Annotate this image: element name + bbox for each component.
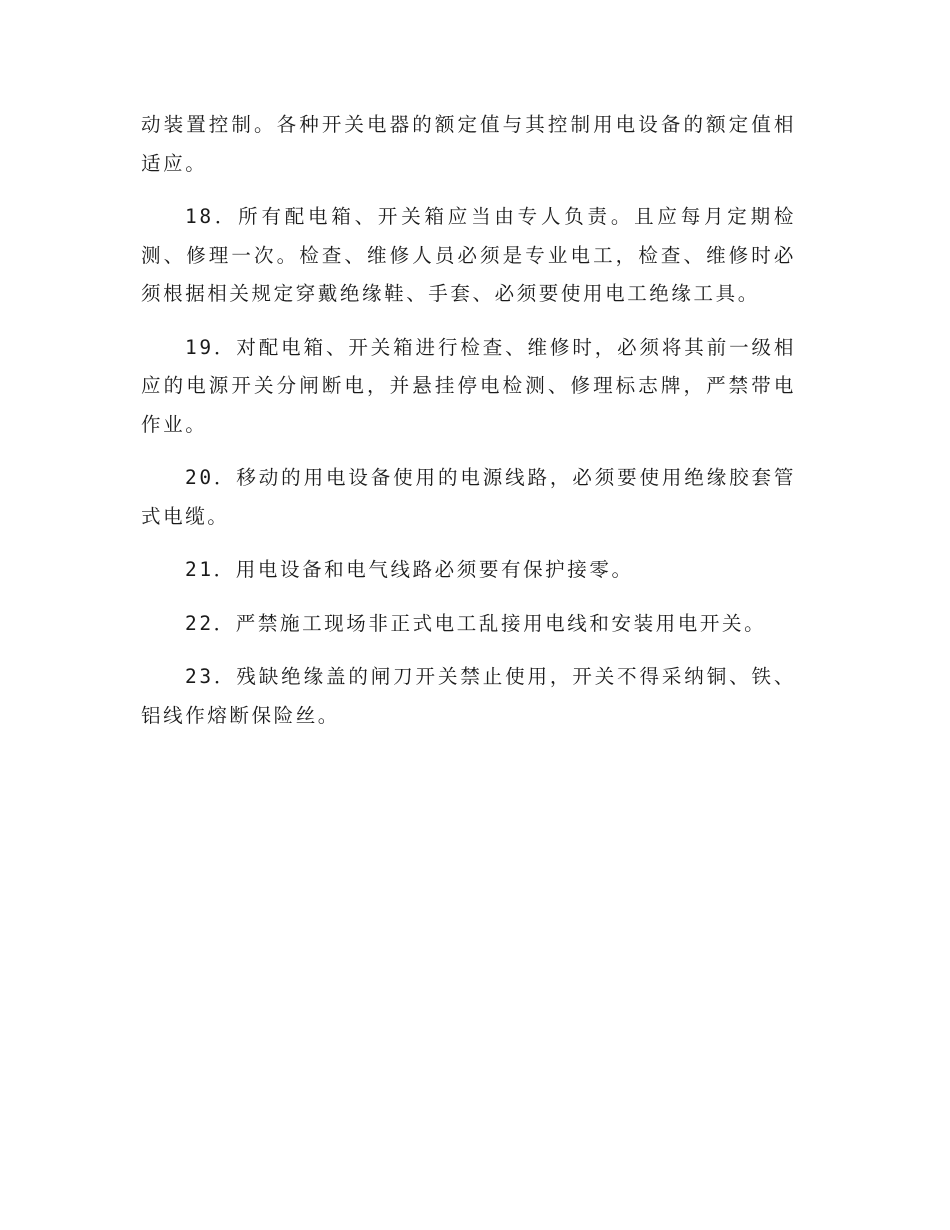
paragraph-item-20: 20．移动的用电设备使用的电源线路，必须要使用绝缘胶套管式电缆。 xyxy=(141,466,796,528)
paragraph-item-23: 23．残缺绝缘盖的闸刀开关禁止使用，开关不得采纳铜、铁、铝线作熔断保险丝。 xyxy=(141,665,796,727)
paragraph-item-22: 22．严禁施工现场非正式电工乱接用电线和安装用电开关。 xyxy=(185,611,767,635)
paragraph-item-21: 21．用电设备和电气线路必须要有保护接零。 xyxy=(185,558,634,581)
paragraph-continued: 动装置控制。各种开关电器的额定值与其控制用电设备的额定值相适应。 xyxy=(141,113,796,175)
document-body xyxy=(141,106,796,750)
paragraph-item-19: 19．对配电箱、开关箱进行检查、维修时，必须将其前一级相应的电源开关分闸断电，并悬挂停电检测、修理标志牌，严禁带电作业。 xyxy=(141,335,796,436)
paragraph-item-18: 18．所有配电箱、开关箱应当由专人负责。且应每月定期检测、修理一次。检查、维修人员必须是专业电工，检查、维修时必须根据相关规定穿戴绝缘鞋、手套、必须要使用电工绝缘工具。 xyxy=(141,205,796,305)
